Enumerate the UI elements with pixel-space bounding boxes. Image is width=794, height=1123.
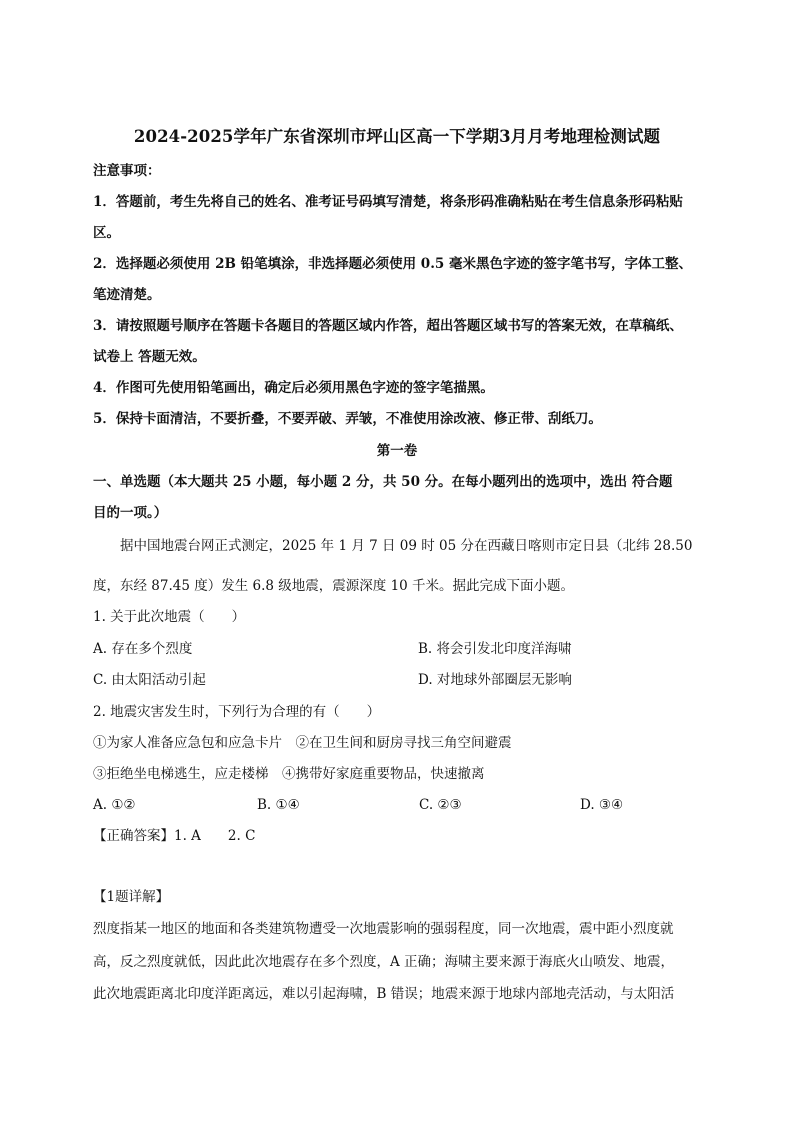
question-2-option-a: A. ①② — [93, 797, 136, 813]
volume-heading: 第一卷 — [376, 443, 418, 459]
notice-item-1-line-2: 区。 — [93, 225, 120, 241]
question-1-option-a: A. 存在多个烈度 — [93, 641, 193, 657]
detail-line-2: 高，反之烈度就低，因此此次地震存在多个烈度，A 正确；海啸主要来源于海底火山喷发、地震， — [93, 954, 675, 970]
answer-key: 【正确答案】1. A 2. C — [93, 828, 256, 844]
question-1-option-c: C. 由太阳活动引起 — [93, 672, 206, 688]
detail-heading: 【1题详解】 — [93, 889, 170, 905]
question-2-option-d: D. ③④ — [580, 797, 624, 813]
question-2-statements-line-2: ③拒绝坐电梯逃生，应走楼梯 ④携带好家庭重要物品，快速撤离 — [93, 766, 485, 782]
document-title: 2024-2025学年广东省深圳市坪山区高一下学期3月月考地理检测试题 — [133, 127, 661, 146]
section-heading-line-2: 目的一项。） — [93, 505, 168, 521]
question-1-option-d: D. 对地球外部圈层无影响 — [418, 672, 572, 688]
section-heading-line-1: 一、单选题（本大题共 25 小题，每小题 2 分，共 50 分。在每小题列出的选项中，选出 符合题 — [93, 474, 673, 490]
notice-item-3-line-2: 试卷上 答题无效。 — [93, 349, 206, 365]
notice-item-1-line-1: 1．答题前，考生先将自己的姓名、准考证号码填写清楚，将条形码准确粘贴在考生信息条形码粘贴 — [93, 194, 683, 210]
question-1-stem: 1. 关于此次地震（ ） — [93, 609, 246, 625]
detail-line-3: 此次地震距离北印度洋距离远，难以引起海啸，B 错误；地震来源于地球内部地壳活动，与太阳活 — [93, 986, 675, 1002]
notice-item-4: 4．作图可先使用铅笔画出，确定后必须用黑色字迹的签字笔描黑。 — [93, 380, 494, 396]
passage-line-2: 度，东经 87.45 度）发生 6.8 级地震，震源深度 10 千米。据此完成下面小题。 — [93, 578, 575, 594]
question-2-statements-line-1: ①为家人准备应急包和应急卡片 ②在卫生间和厨房寻找三角空间避震 — [93, 735, 512, 751]
passage-line-1: 据中国地震台网正式测定，2025 年 1 月 7 日 09 时 05 分在西藏日喀则市定日县（北纬 28.50 — [120, 538, 693, 554]
notice-item-2-line-1: 2．选择题必须使用 2B 铅笔填涂，非选择题必须使用 0.5 毫米黑色字迹的签字笔书写，字体工整、 — [93, 256, 692, 272]
question-2-stem: 2. 地震灾害发生时，下列行为合理的有（ ） — [93, 704, 381, 720]
detail-line-1: 烈度指某一地区的地面和各类建筑物遭受一次地震影响的强弱程度，同一次地震，震中距小烈度就 — [93, 921, 674, 937]
notice-heading: 注意事项： — [93, 163, 161, 179]
question-1-option-b: B. 将会引发北印度洋海啸 — [418, 641, 572, 657]
notice-item-5: 5．保持卡面清洁，不要折叠，不要弄破、弄皱，不准使用涂改液、修正带、刮纸刀。 — [93, 411, 602, 427]
question-2-option-c: C. ②③ — [419, 797, 462, 813]
notice-item-3-line-1: 3．请按照题号顺序在答题卡各题目的答题区域内作答，超出答题区域书写的答案无效，在草稿纸、 — [93, 318, 683, 334]
question-2-option-b: B. ①④ — [257, 797, 300, 813]
notice-item-2-line-2: 笔迹清楚。 — [93, 287, 161, 303]
